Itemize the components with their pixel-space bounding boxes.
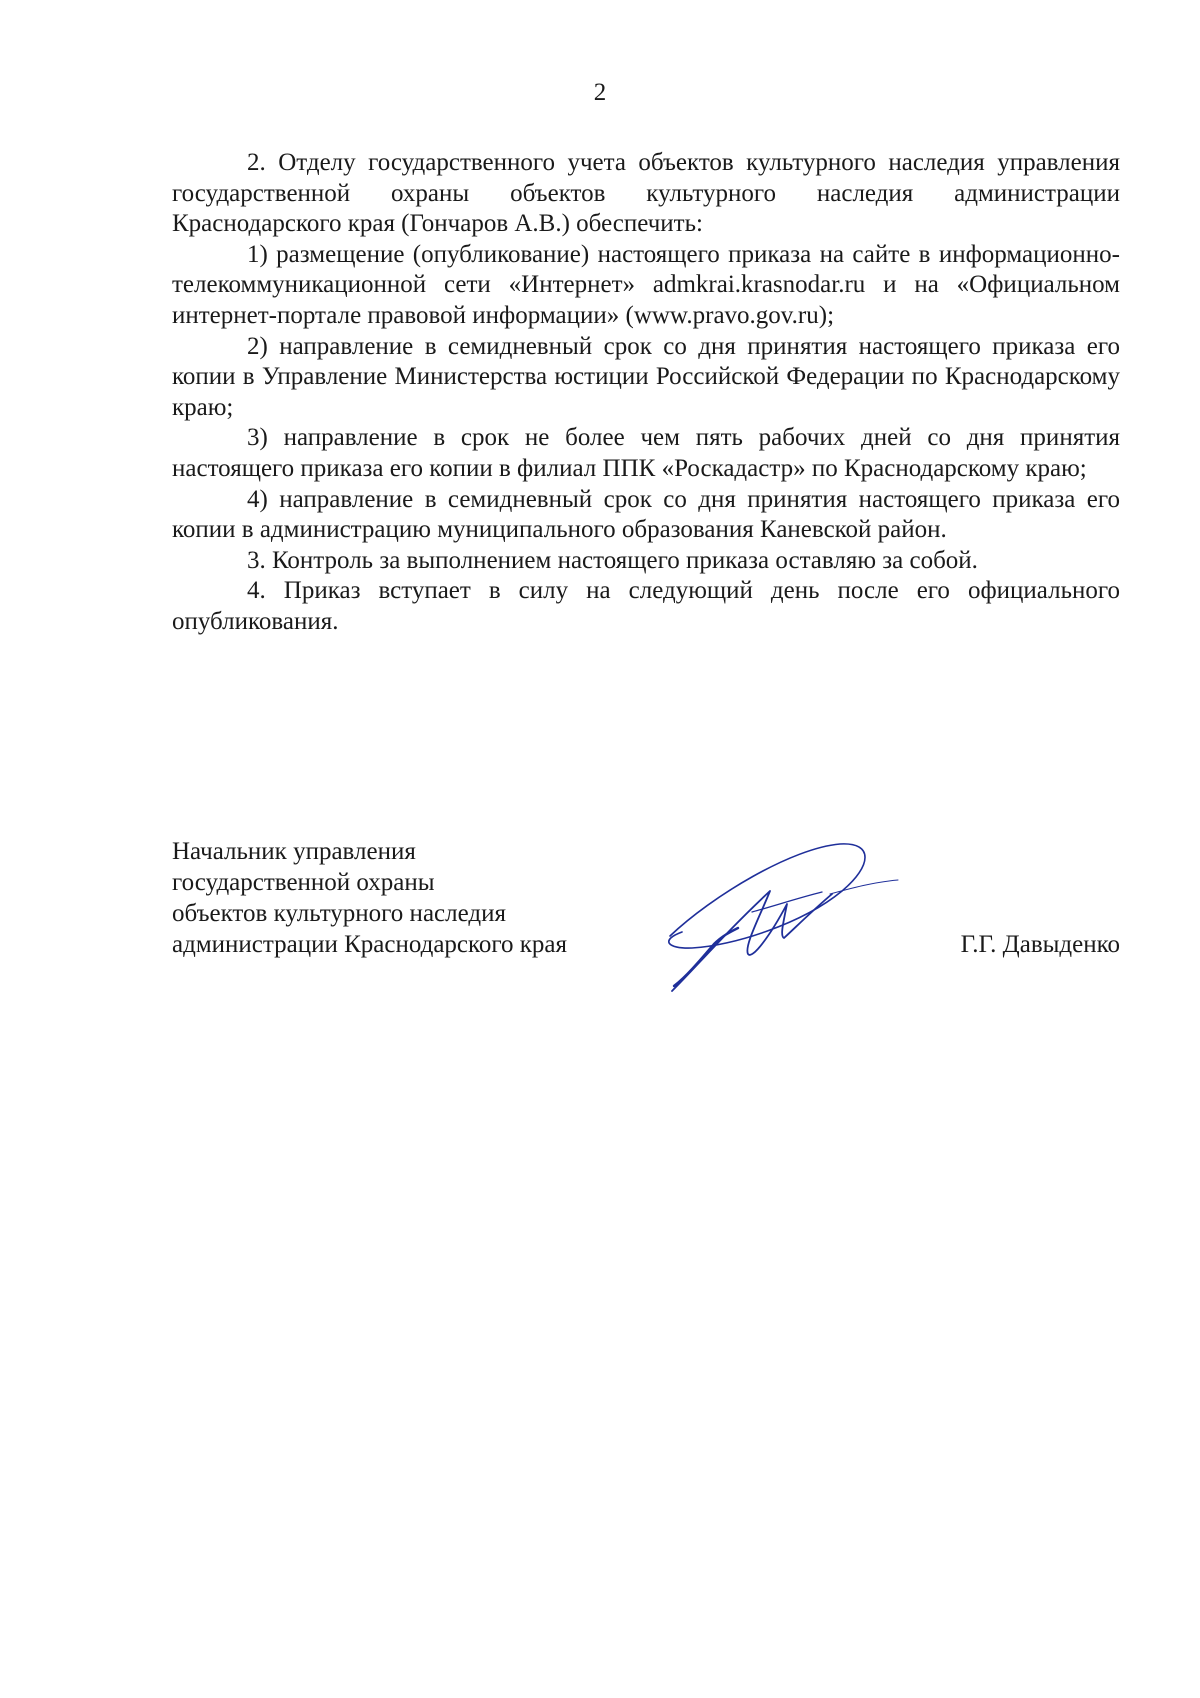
paragraph-4: 4. Приказ вступает в силу на следующий день после его официального опубликования. bbox=[172, 577, 1120, 635]
position-line: объектов культурного наследия bbox=[172, 900, 506, 927]
position-line: государственной охраны bbox=[172, 869, 435, 896]
position-line: Начальник управления bbox=[172, 838, 416, 865]
handwritten-signature bbox=[652, 836, 922, 1006]
paragraph-2: 2. Отделу государственного учета объектов культурного наследия управления государственной охраны объектов культурного наследия администрации Краснодарского края (Гончаров А.В.) обеспечить: bbox=[172, 149, 1120, 238]
document-body bbox=[172, 148, 1120, 638]
paragraph-3: 3. Контроль за выполнением настоящего приказа оставляю за собой. bbox=[247, 546, 978, 574]
paragraph-2-2: 2) направление в семидневный срок со дня принятия настоящего приказа его копии в Управление Министерства юстиции Российской Федерации по Краснодарскому краю; bbox=[172, 332, 1120, 421]
position-line: администрации Краснодарского края bbox=[172, 931, 568, 958]
signature-block bbox=[172, 836, 1120, 1006]
signatory-name: Г.Г. Давыденко bbox=[960, 931, 1120, 958]
paragraph-2-1: 1) размещение (опубликование) настоящего приказа на сайте в информационно-телекоммуникационной сети «Интернет» admkrai.krasnodar.ru и на «Официальном интернет-портале правовой информации» (www.pravo.gov.ru); bbox=[172, 240, 1120, 329]
signatory-position bbox=[172, 836, 672, 960]
paragraph-2-3: 3) направление в срок не более чем пять рабочих дней со дня принятия настоящего приказа его копии в филиал ППК «Роскадастр» по Краснодарскому краю; bbox=[172, 424, 1120, 482]
paragraph-2-4: 4) направление в семидневный срок со дня принятия настоящего приказа его копии в администрацию муниципального образования Каневской район. bbox=[172, 485, 1120, 544]
page-number: 2 bbox=[593, 79, 607, 106]
